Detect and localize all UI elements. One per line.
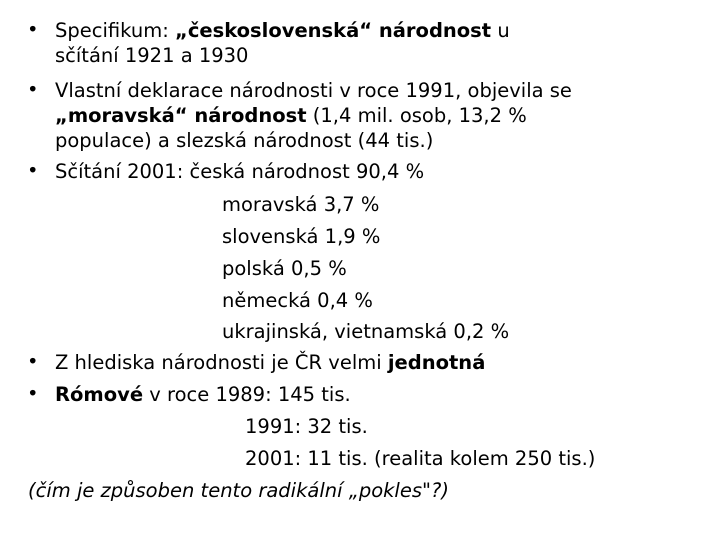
item-2-line-1: Vlastní deklarace národnosti v roce 1991, objevila se [55, 79, 572, 102]
item-3-sub-4: německá 0,4 % [222, 289, 373, 312]
bullet-marker: • [27, 18, 39, 41]
text: (1,4 mil. osob, 13,2 % [306, 104, 527, 127]
text: v roce 1989: 145 tis. [143, 383, 351, 406]
bullet-marker: • [27, 159, 39, 182]
text: Z hlediska národnosti je ČR velmi [55, 351, 388, 374]
item-5-sub-1: 1991: 32 tis. [245, 415, 368, 438]
item-2-line-3: populace) a slezská národnost (44 tis.) [55, 129, 434, 152]
text: Specifikum: [55, 19, 175, 42]
item-1-line-2: sčítání 1921 a 1930 [55, 44, 249, 67]
bullet-marker: • [27, 350, 39, 373]
bullet-marker: • [27, 382, 39, 405]
bullet-marker: • [27, 78, 39, 101]
bold-text: jednotná [387, 351, 486, 374]
item-1-line-1 [55, 18, 510, 44]
bold-text: „moravská“ národnost [55, 104, 307, 127]
item-3-sub-2: slovenská 1,9 % [222, 225, 381, 248]
item-2-line-2 [55, 103, 527, 129]
item-4-line-1 [55, 350, 485, 376]
text: u [491, 19, 510, 42]
item-5-line-1 [55, 382, 351, 408]
item-3-sub-5: ukrajinská, vietnamská 0,2 % [222, 320, 510, 343]
bold-text: Rómové [55, 383, 144, 406]
item-3-line-1: Sčítání 2001: česká národnost 90,4 % [55, 160, 425, 183]
footer-question: (čím je způsoben tento radikální „pokles"?) [28, 479, 449, 502]
item-5-sub-2: 2001: 11 tis. (realita kolem 250 tis.) [245, 447, 596, 470]
bold-text: „československá“ národnost [175, 19, 492, 42]
item-3-sub-1: moravská 3,7 % [222, 193, 380, 216]
item-3-sub-3: polská 0,5 % [222, 257, 347, 280]
